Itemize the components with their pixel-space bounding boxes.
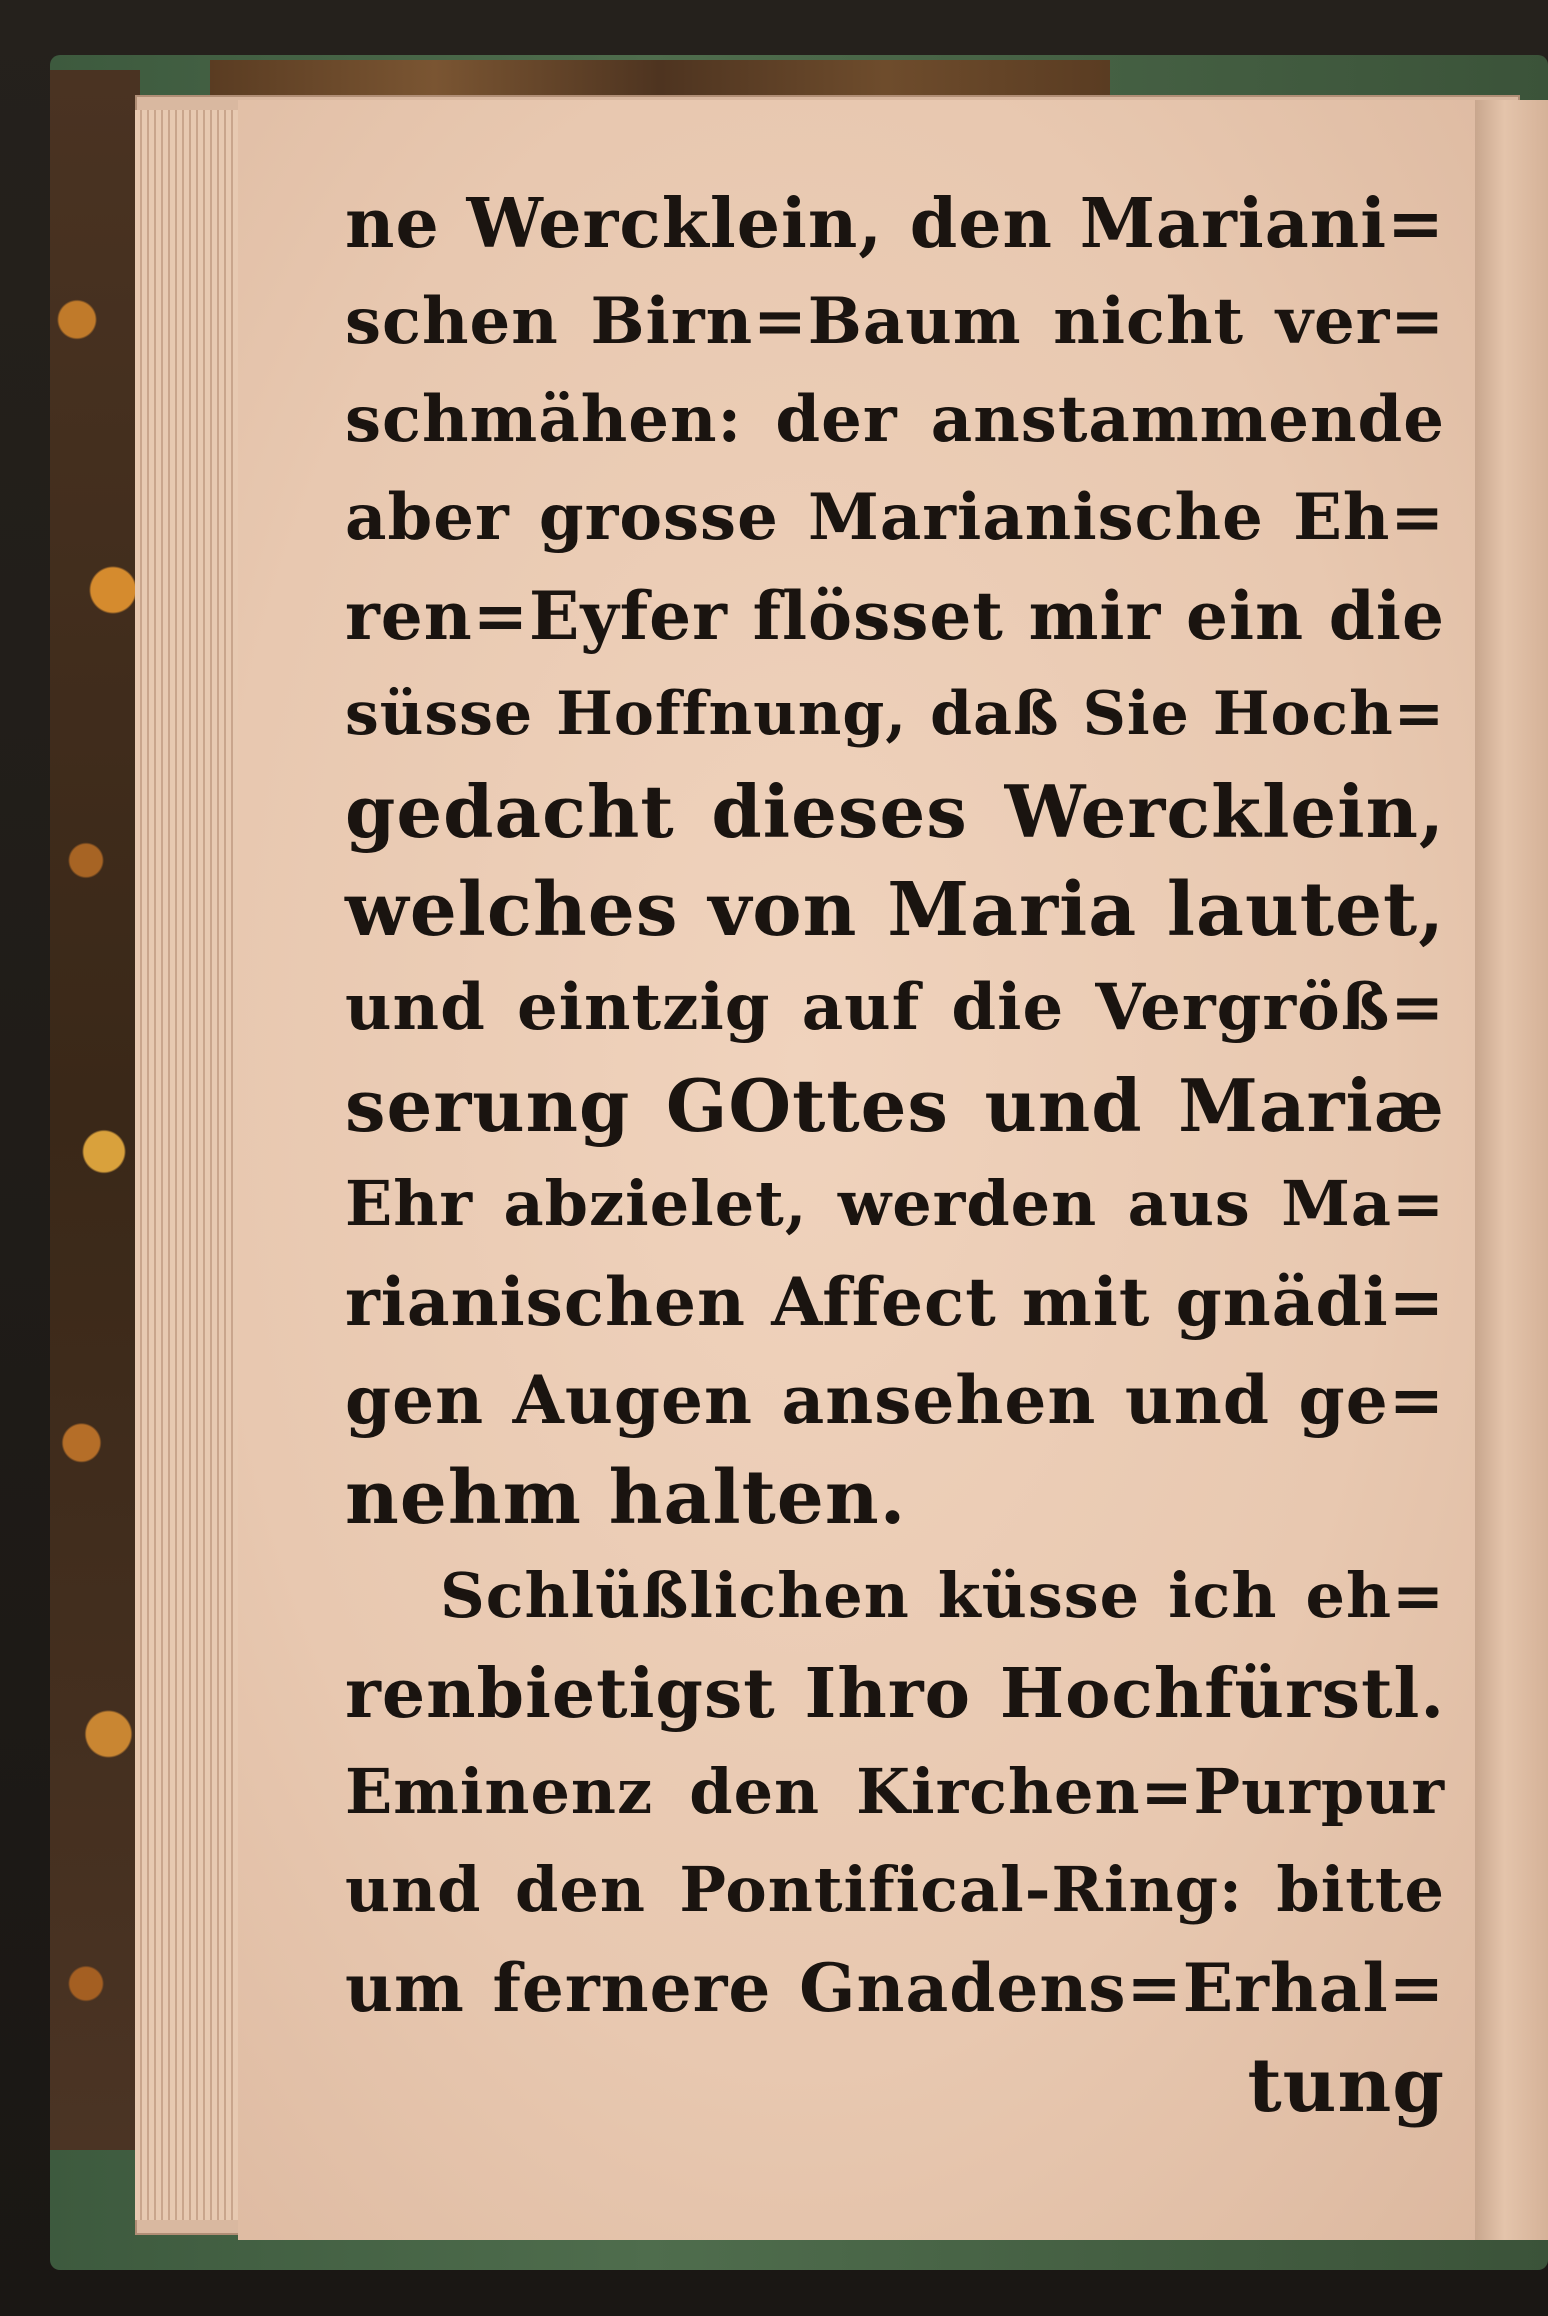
- text-line: schmähen: der anstammende: [345, 382, 1445, 457]
- text-line: welches von Maria lautet,: [345, 867, 1445, 953]
- text-line: renbietigst Ihro Hochfürstl.: [345, 1654, 1445, 1734]
- text-line: ne Wercklein, den Mariani=: [345, 184, 1445, 264]
- text-line: schen Birn=Baum nicht ver=: [345, 284, 1445, 359]
- text-line-paragraph-start: Schlüßlichen küsse ich eh=: [440, 1559, 1445, 1632]
- text-line: und den Pontifical-Ring: bitte: [345, 1853, 1445, 1926]
- text-line: rianischen Affect mit gnädi=: [345, 1263, 1445, 1341]
- text-line: ren=Eyfer flösset mir ein die: [345, 577, 1445, 655]
- text-line: nehm halten.: [345, 1455, 907, 1541]
- cover-marbled-board: [50, 70, 140, 2150]
- page-edges: [135, 110, 245, 2220]
- text-line: Eminenz den Kirchen=Purpur: [345, 1755, 1445, 1828]
- text-line: süsse Hoffnung, daß Sie Hoch=: [345, 679, 1445, 749]
- page-text: [345, 175, 1445, 2135]
- text-line: gedacht dieses Wercklein,: [345, 769, 1445, 854]
- catchword: tung: [1247, 2043, 1445, 2129]
- facing-page-gutter: [1475, 100, 1548, 2240]
- text-line: serung GOttes und Mariæ: [345, 1063, 1445, 1148]
- text-line: um fernere Gnadens=Erhal=: [345, 1949, 1445, 2027]
- text-line: Ehr abzielet, werden aus Ma=: [345, 1167, 1445, 1240]
- text-line: und eintzig auf die Vergröß=: [345, 970, 1445, 1045]
- text-line: gen Augen ansehen und ge=: [345, 1361, 1445, 1439]
- text-line: aber grosse Marianische Eh=: [345, 480, 1445, 555]
